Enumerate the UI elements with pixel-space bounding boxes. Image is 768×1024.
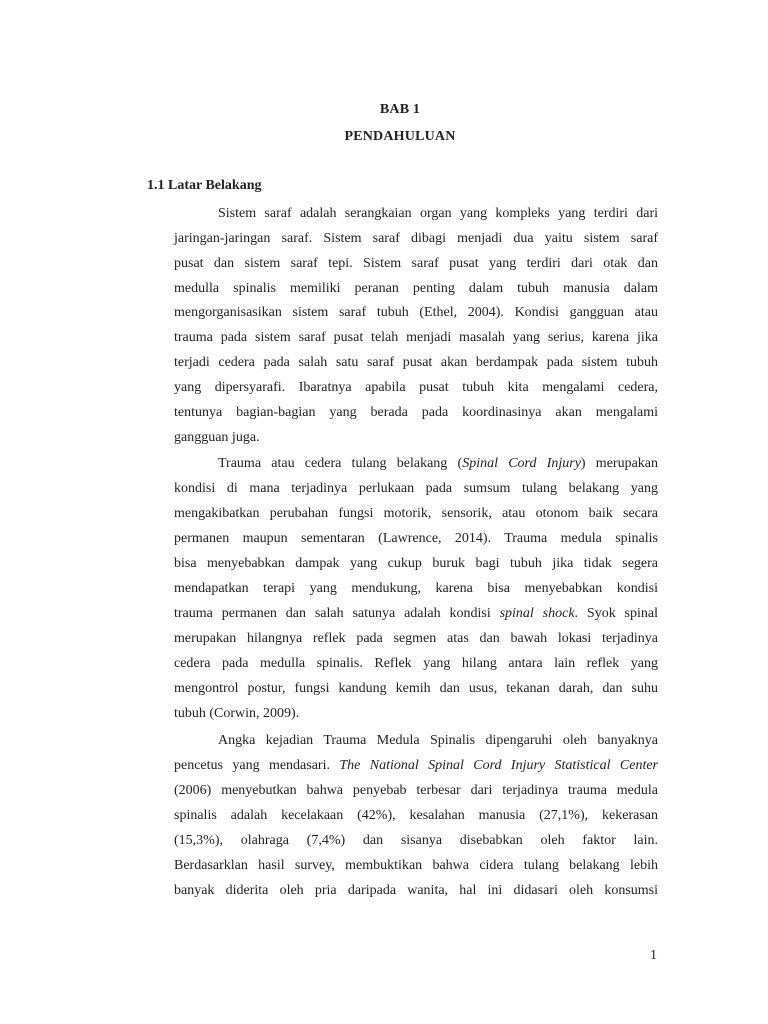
paragraph-line: banyak diderita oleh pria daripada wanita, hal ini didasari oleh konsumsi xyxy=(174,883,658,898)
paragraph-line: mengakibatkan perubahan fungsi motorik, sensorik, atau otonom baik secara xyxy=(174,506,658,521)
italic-term: The National Spinal Cord Injury Statistical Center xyxy=(339,758,658,773)
paragraph-line: trauma pada sistem saraf pusat telah menjadi masalah yang serius, karena jika xyxy=(174,330,658,345)
paragraph-line: (15,3%), olahraga (7,4%) dan sisanya disebabkan oleh faktor lain. xyxy=(174,833,658,848)
paragraph-line: terjadi cedera pada salah satu saraf pusat akan berdampak pada sistem tubuh xyxy=(174,355,658,370)
paragraph-line: permanen maupun sementaran (Lawrence, 2014). Trauma medula spinalis xyxy=(174,531,658,546)
paragraph-line xyxy=(218,455,658,473)
paragraph-line: mengorganisasikan sistem saraf tubuh (Ethel, 2004). Kondisi gangguan atau xyxy=(174,305,658,320)
paragraph-line: gangguan juga. xyxy=(174,430,260,445)
chapter-title: PENDAHULUAN xyxy=(344,129,456,144)
paragraph-line xyxy=(174,757,658,775)
paragraph-line: tentunya bagian-bagian yang berada pada koordinasinya akan mengalami xyxy=(174,405,658,420)
paragraph-line: medulla spinalis memiliki peranan penting dalam tubuh manusia dalam xyxy=(174,281,658,296)
paragraph-line xyxy=(174,605,658,623)
section-title: 1.1 Latar Belakang xyxy=(147,178,262,193)
paragraph-line: spinalis adalah kecelakaan (42%), kesalahan manusia (27,1%), kekerasan xyxy=(174,808,658,823)
text-run: . Syok spinal xyxy=(574,606,658,621)
paragraph-line: mengontrol postur, fungsi kandung kemih dan usus, tekanan darah, dan suhu xyxy=(174,681,658,696)
italic-term: spinal shock xyxy=(499,606,575,621)
paragraph-line: Angka kejadian Trauma Medula Spinalis dipengaruhi oleh banyaknya xyxy=(218,733,658,748)
text-run: pencetus yang mendasari. xyxy=(174,758,340,773)
text-run: trauma permanen dan salah satunya adalah kondisi xyxy=(174,606,500,621)
paragraph-line: bisa menyebabkan dampak yang cukup buruk bagi tubuh jika tidak segera xyxy=(174,556,658,571)
text-run: Trauma atau cedera tulang belakang ( xyxy=(218,456,463,471)
text-run: ) merupakan xyxy=(580,456,659,471)
paragraph-line: Berdasarklan hasil survey, membuktikan bahwa cidera tulang belakang lebih xyxy=(174,858,658,873)
paragraph-line: cedera pada medulla spinalis. Reflek yang hilang antara lain reflek yang xyxy=(174,656,658,671)
paragraph-line: (2006) menyebutkan bahwa penyebab terbesar dari terjadinya trauma medula xyxy=(174,783,658,798)
chapter-heading: BAB 1 xyxy=(379,102,421,117)
italic-term: Spinal Cord Injury xyxy=(462,456,581,471)
paragraph-line: jaringan-jaringan saraf. Sistem saraf dibagi menjadi dua yaitu sistem saraf xyxy=(174,231,658,246)
paragraph-line: pusat dan sistem saraf tepi. Sistem saraf pusat yang terdiri dari otak dan xyxy=(174,256,658,271)
paragraph-line: yang dipersyarafi. Ibaratnya apabila pusat tubuh kita mengalami cedera, xyxy=(174,380,658,395)
page-number: 1 xyxy=(650,948,657,963)
paragraph-line: kondisi di mana terjadinya perlukaan pada sumsum tulang belakang yang xyxy=(174,481,658,496)
paragraph-line: Sistem saraf adalah serangkaian organ yang kompleks yang terdiri dari xyxy=(218,206,658,221)
paragraph-line: tubuh (Corwin, 2009). xyxy=(174,706,300,721)
paragraph-line: merupakan hilangnya reflek pada segmen atas dan bawah lokasi terjadinya xyxy=(174,631,658,646)
paragraph-line: mendapatkan terapi yang mendukung, karena bisa menyebabkan kondisi xyxy=(174,581,658,596)
